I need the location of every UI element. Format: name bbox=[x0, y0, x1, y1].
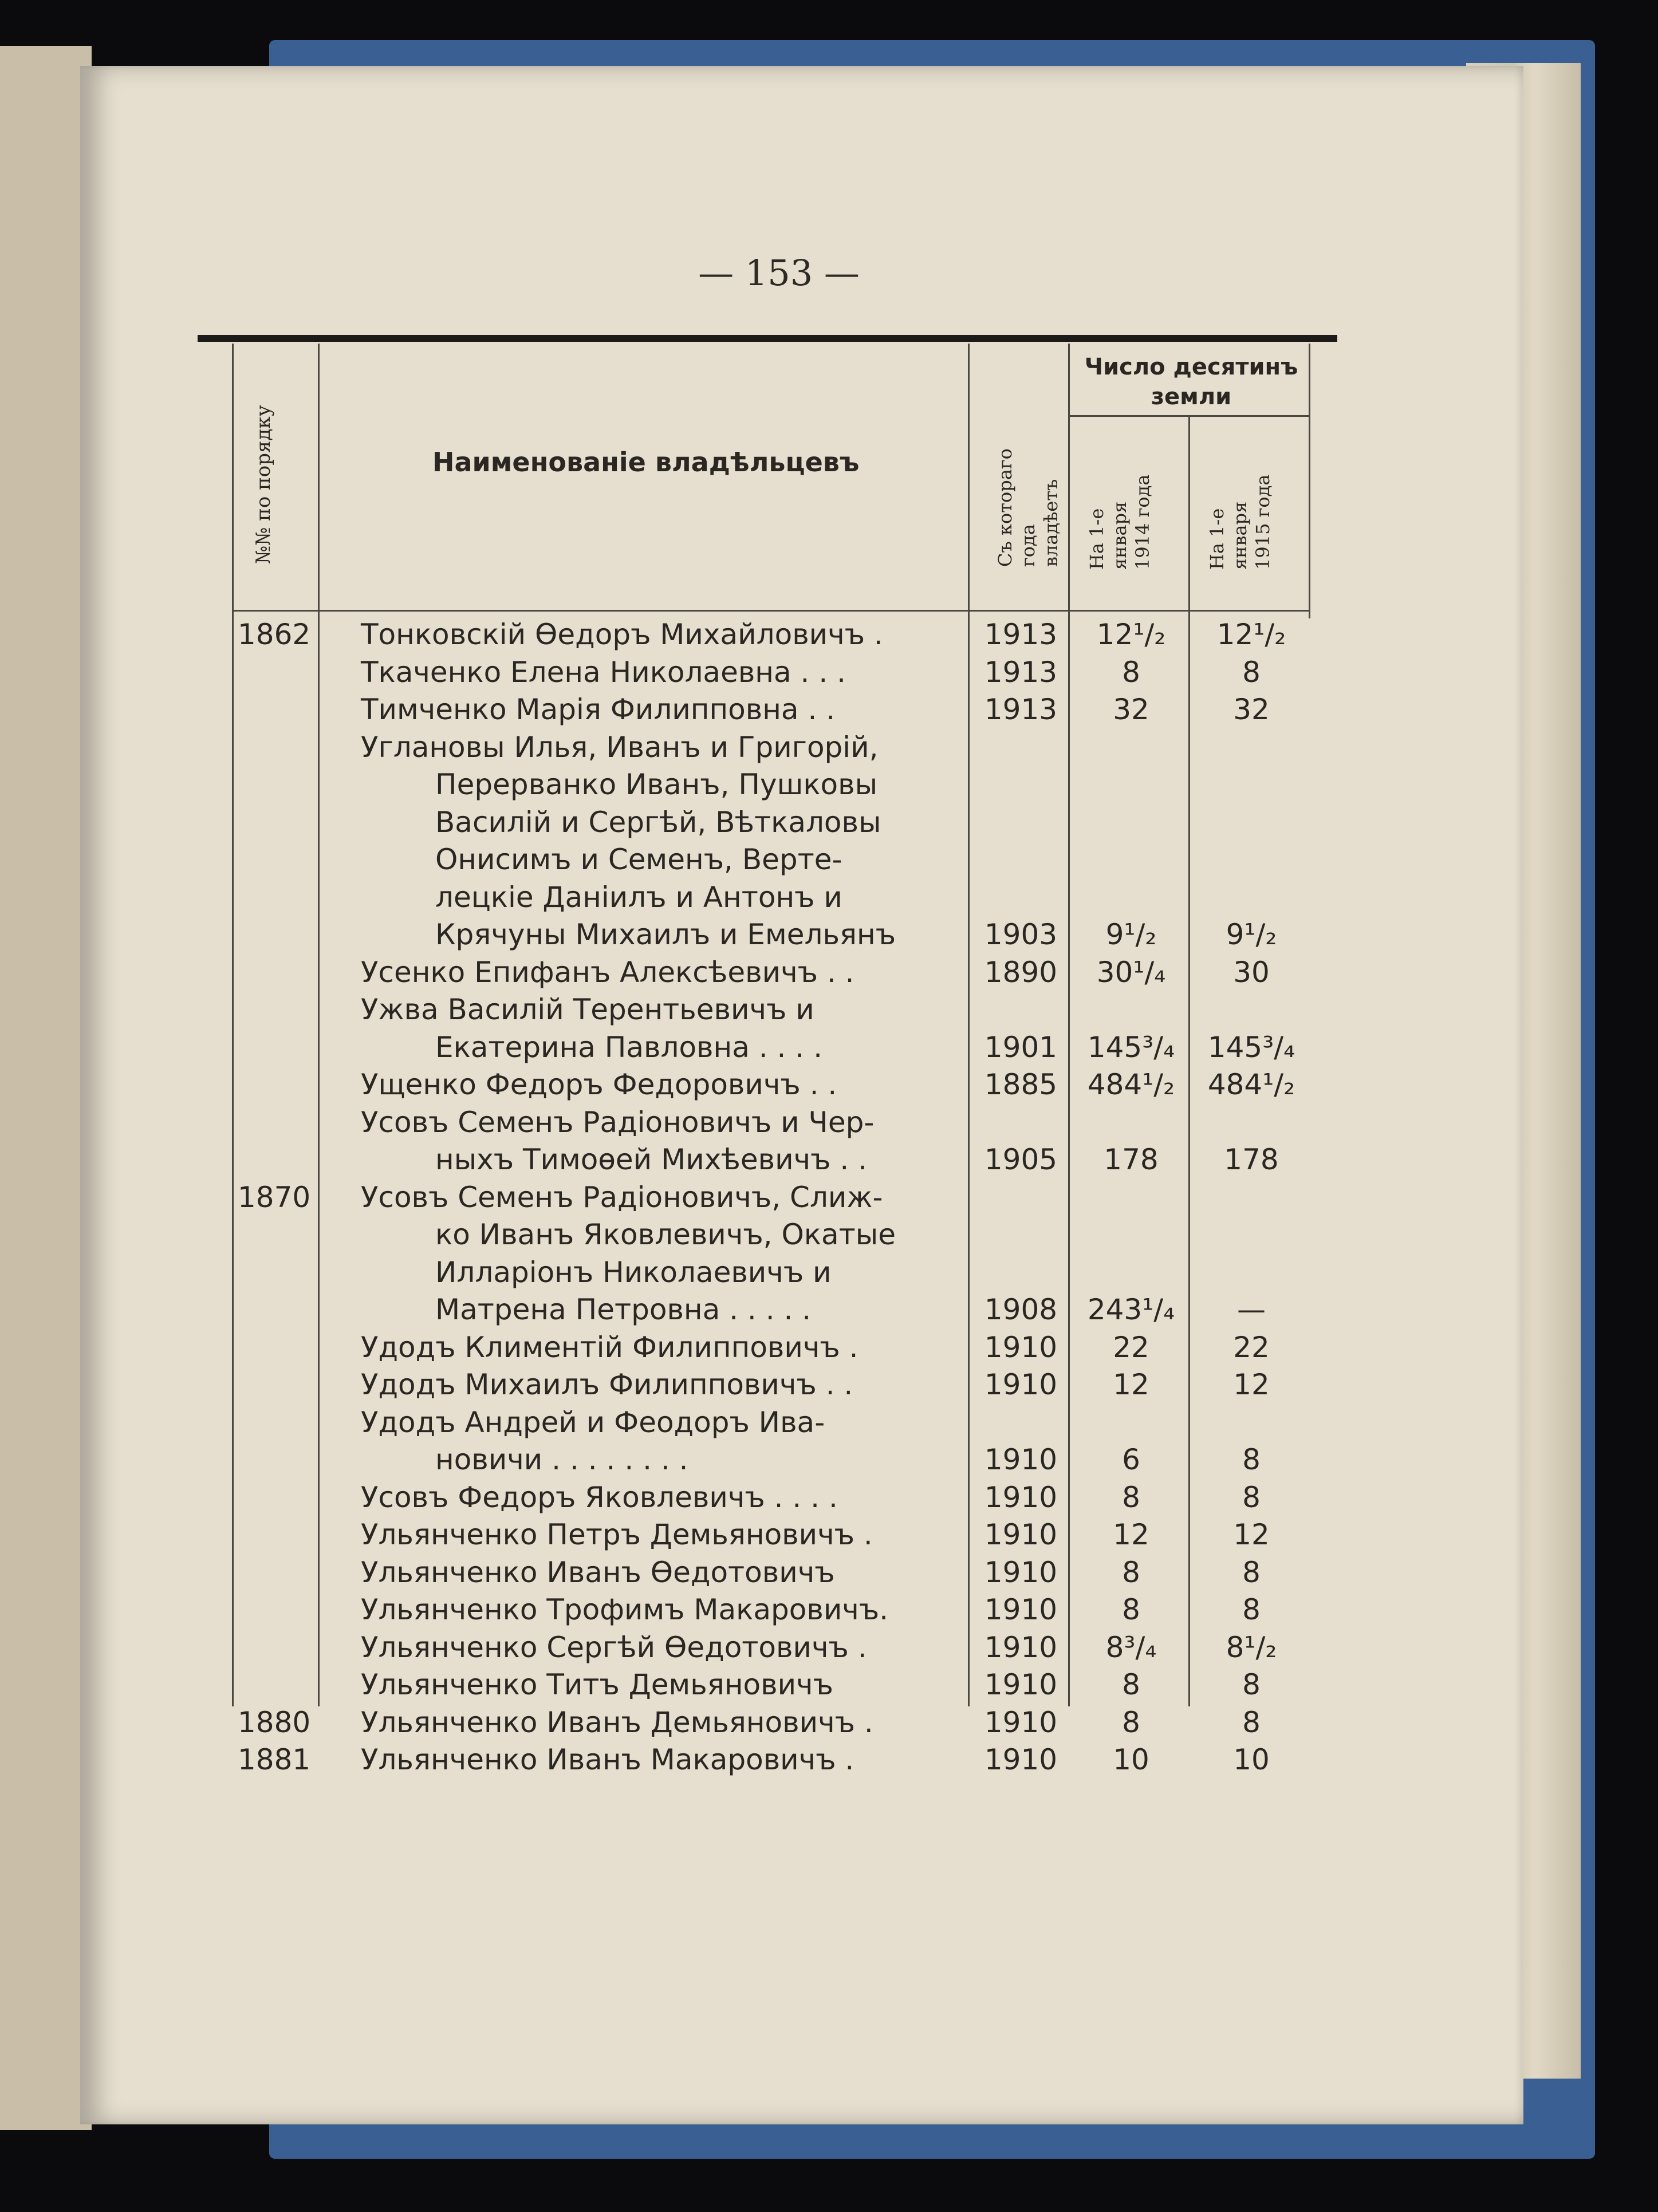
year-owned: 1910 bbox=[984, 1668, 1058, 1701]
land-1915: 12 bbox=[1233, 1368, 1270, 1401]
col-divider-1914 bbox=[1188, 415, 1190, 1706]
land-1914: 8 bbox=[1122, 1593, 1140, 1626]
land-1915: 10 bbox=[1233, 1743, 1270, 1776]
year-owned: 1910 bbox=[984, 1630, 1058, 1664]
col-divider-year bbox=[1068, 344, 1070, 1706]
owner-name: Ульянченко Трофимъ Макаровичъ. bbox=[361, 1593, 889, 1626]
owner-name: Ткаченко Елена Николаевна . . . bbox=[361, 655, 846, 689]
land-1915: 12¹/₂ bbox=[1216, 618, 1286, 651]
page-number: — 153 — bbox=[698, 252, 860, 294]
owner-name: Удодъ Андрей и Феодоръ Ива- bbox=[361, 1405, 825, 1439]
land-1915: 9¹/₂ bbox=[1226, 918, 1277, 951]
owner-name: ко Иванъ Яковлевичъ, Окатые bbox=[435, 1218, 896, 1251]
owner-name: Усовъ Семенъ Радіоновичъ, Слиж- bbox=[361, 1180, 883, 1214]
owner-name: Углановы Илья, Иванъ и Григорій, bbox=[361, 730, 879, 764]
owner-name: Удодъ Климентій Филипповичъ . bbox=[361, 1330, 858, 1364]
year-owned: 1910 bbox=[984, 1705, 1058, 1739]
year-owned: 1885 bbox=[984, 1068, 1058, 1101]
row-number: 1870 bbox=[238, 1180, 311, 1214]
land-1914: 6 bbox=[1122, 1443, 1140, 1476]
land-1914: 8 bbox=[1122, 1555, 1140, 1589]
land-1915: 32 bbox=[1233, 693, 1270, 726]
land-1915: 8 bbox=[1242, 1705, 1261, 1739]
owner-name: Ульянченко Иванъ Макаровичъ . bbox=[361, 1743, 854, 1776]
year-owned: 1910 bbox=[984, 1368, 1058, 1401]
owner-name: Онисимъ и Семенъ, Верте- bbox=[435, 843, 842, 876]
land-1915: 8 bbox=[1242, 1480, 1261, 1514]
land-1915: — bbox=[1237, 1293, 1266, 1326]
land-1915: 145³/₄ bbox=[1207, 1030, 1295, 1064]
land-1915: 484¹/₂ bbox=[1207, 1068, 1295, 1101]
year-owned: 1910 bbox=[984, 1593, 1058, 1626]
owner-name: Ульянченко Титъ Демьяновичъ bbox=[361, 1668, 833, 1701]
year-owned: 1901 bbox=[984, 1030, 1058, 1064]
land-1915: 178 bbox=[1224, 1143, 1279, 1176]
year-owned: 1910 bbox=[984, 1743, 1058, 1776]
owner-name: Усенко Епифанъ Алексѣевичъ . . bbox=[361, 955, 854, 989]
land-1915: 22 bbox=[1233, 1330, 1270, 1364]
owner-name: Ущенко Федоръ Федоровичъ . . bbox=[361, 1068, 837, 1101]
header-bottom-rule bbox=[232, 610, 1309, 612]
table-top-rule bbox=[198, 335, 1337, 342]
land-1915: 12 bbox=[1233, 1518, 1270, 1551]
owner-name: Перерванко Иванъ, Пушковы bbox=[435, 768, 878, 801]
year-owned: 1905 bbox=[984, 1143, 1058, 1176]
row-number: 1862 bbox=[238, 618, 311, 651]
left-page-edge bbox=[0, 46, 92, 2130]
owner-name: новичи . . . . . . . . bbox=[435, 1443, 688, 1476]
land-1915: 30 bbox=[1233, 955, 1270, 989]
year-owned: 1890 bbox=[984, 955, 1058, 989]
owner-name: Крячуны Михаилъ и Емельянъ bbox=[435, 918, 896, 951]
owner-name: Усовъ Семенъ Радіоновичъ и Чер- bbox=[361, 1105, 875, 1139]
col-divider-name bbox=[968, 344, 973, 1706]
land-1915: 8¹/₂ bbox=[1226, 1630, 1277, 1664]
land-1914: 22 bbox=[1113, 1330, 1149, 1364]
land-1915: 8 bbox=[1242, 655, 1261, 689]
land-header-underline bbox=[1068, 415, 1309, 417]
land-1914: 12 bbox=[1113, 1518, 1149, 1551]
year-owned: 1908 bbox=[984, 1293, 1058, 1326]
table-left-border bbox=[232, 344, 234, 1706]
owner-name: Удодъ Михаилъ Филипповичъ . . bbox=[361, 1368, 853, 1401]
table-right-border bbox=[1309, 344, 1310, 618]
land-1914: 8³/₄ bbox=[1105, 1630, 1157, 1664]
owner-name: Илларіонъ Николаевичъ и bbox=[435, 1255, 832, 1289]
land-1914: 8 bbox=[1122, 1705, 1140, 1739]
year-owned: 1910 bbox=[984, 1443, 1058, 1476]
land-1914: 484¹/₂ bbox=[1087, 1068, 1175, 1101]
land-1914: 8 bbox=[1122, 655, 1140, 689]
yearhdr-text: Съ котораго года владѣетъ bbox=[994, 448, 1062, 567]
header-col-land: Число десятинъ земли bbox=[1084, 354, 1298, 410]
owner-name: Ульянченко Сергѣй Өедотовичъ . bbox=[361, 1630, 867, 1664]
land-1915: 8 bbox=[1242, 1593, 1261, 1626]
land-1914: 12¹/₂ bbox=[1096, 618, 1166, 651]
year-owned: 1910 bbox=[984, 1480, 1058, 1514]
owner-name: Усовъ Федоръ Яковлевичъ . . . . bbox=[361, 1480, 838, 1514]
row-number: 1880 bbox=[238, 1705, 311, 1739]
owner-name: Ужва Василій Терентьевичъ и bbox=[361, 993, 814, 1026]
land-1915: 8 bbox=[1242, 1443, 1261, 1476]
land-1914: 243¹/₄ bbox=[1087, 1293, 1175, 1326]
owner-name: Тимченко Марія Филипповна . . bbox=[361, 693, 836, 726]
land-1914: 10 bbox=[1113, 1743, 1149, 1776]
owner-name: ныхъ Тимоөей Михѣевичъ . . bbox=[435, 1143, 868, 1176]
land-1915: 8 bbox=[1242, 1555, 1261, 1589]
owner-name: лецкіе Даніилъ и Антонъ и bbox=[435, 880, 842, 914]
col-divider-no bbox=[318, 344, 320, 1706]
land-1914: 30¹/₄ bbox=[1096, 955, 1166, 989]
owner-name: Ульянченко Иванъ Демьяновичъ . bbox=[361, 1705, 873, 1739]
land-1914: 145³/₄ bbox=[1087, 1030, 1175, 1064]
year-owned: 1910 bbox=[984, 1555, 1058, 1589]
land-1914: 12 bbox=[1113, 1368, 1149, 1401]
header-col-name: Наименованіе владѣльцевъ bbox=[432, 447, 860, 478]
year-owned: 1913 bbox=[984, 693, 1058, 726]
year-owned: 1910 bbox=[984, 1330, 1058, 1364]
owner-name: Матрена Петровна . . . . . bbox=[435, 1293, 812, 1326]
owner-name: Екатерина Павловна . . . . bbox=[435, 1030, 822, 1064]
h1915-text: На 1-е января 1915 года bbox=[1206, 474, 1274, 570]
row-number: 1881 bbox=[238, 1743, 311, 1776]
year-owned: 1903 bbox=[984, 918, 1058, 951]
land-1915: 8 bbox=[1242, 1668, 1261, 1701]
land-1914: 32 bbox=[1113, 693, 1149, 726]
land-1914: 8 bbox=[1122, 1668, 1140, 1701]
owner-name: Ульянченко Петръ Демьяновичъ . bbox=[361, 1518, 873, 1551]
year-owned: 1913 bbox=[984, 655, 1058, 689]
land-1914: 178 bbox=[1104, 1143, 1159, 1176]
land-1914: 8 bbox=[1122, 1480, 1140, 1514]
owner-name: Василій и Сергѣй, Вѣткаловы bbox=[435, 805, 881, 839]
header-col-no: №№ по порядку bbox=[252, 405, 275, 564]
owner-name: Ульянченко Иванъ Өедотовичъ bbox=[361, 1555, 835, 1589]
land-1914: 9¹/₂ bbox=[1105, 918, 1157, 951]
year-owned: 1913 bbox=[984, 618, 1058, 651]
year-owned: 1910 bbox=[984, 1518, 1058, 1551]
owner-name: Тонковскій Өедоръ Михайловичъ . bbox=[361, 618, 883, 651]
h1914-text: На 1-е января 1914 года bbox=[1086, 474, 1153, 570]
